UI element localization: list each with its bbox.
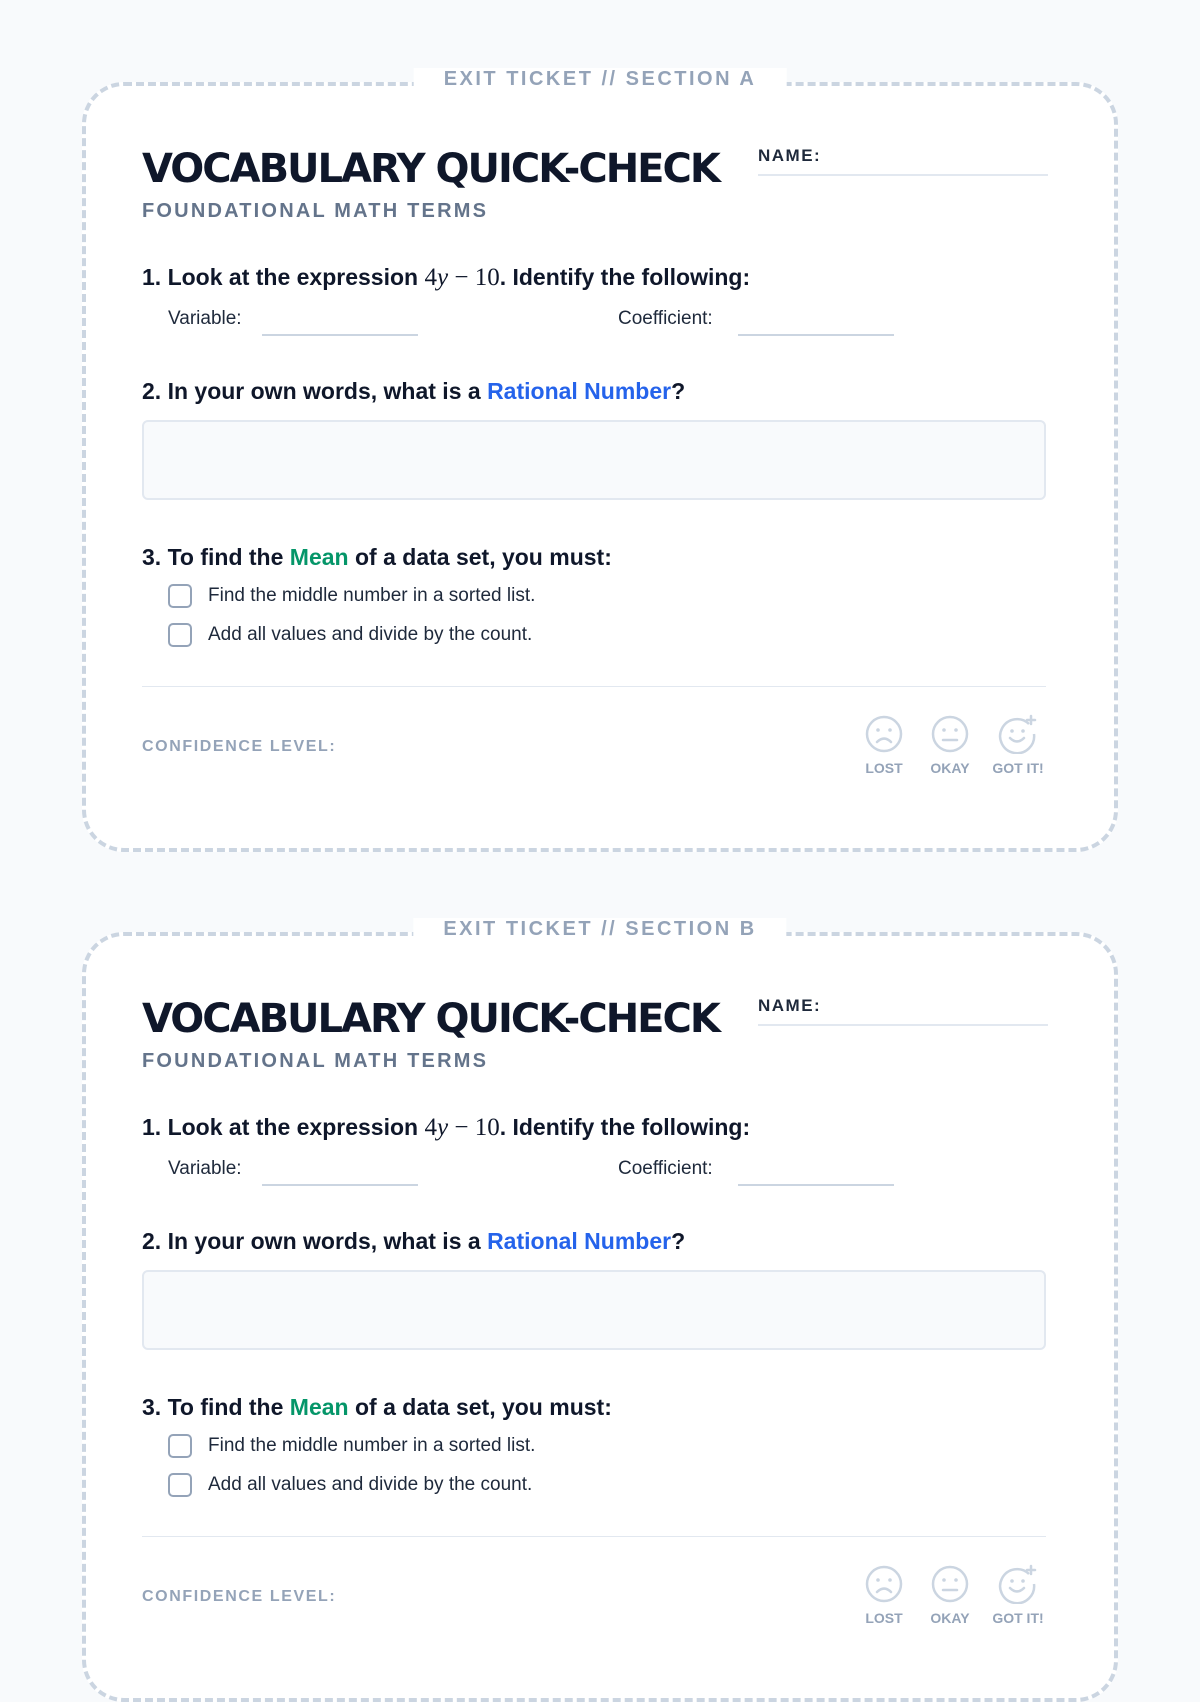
rational-number-answer-box[interactable] xyxy=(142,1270,1046,1350)
checkbox[interactable] xyxy=(168,1434,192,1458)
option-label: Add all values and divide by the count. xyxy=(208,1474,533,1495)
happy-face-plus-icon xyxy=(998,714,1038,754)
divider xyxy=(142,1536,1046,1537)
confidence-okay[interactable] xyxy=(920,1564,980,1626)
confidence-got-it[interactable] xyxy=(988,714,1048,776)
section-tag: EXIT TICKET // SECTION A xyxy=(414,68,787,91)
q3-term: Mean xyxy=(289,544,349,570)
ticket-title: VOCABULARY QUICK-CHECK xyxy=(142,996,719,1042)
name-label: NAME: xyxy=(758,146,822,165)
question-2 xyxy=(142,1228,685,1255)
q2-suffix: ? xyxy=(671,1228,686,1254)
face-label: OKAY xyxy=(930,1610,970,1626)
q3-suffix: of a data set, you must: xyxy=(348,544,612,570)
q3-prefix: 3. To find the xyxy=(142,544,290,570)
q3-suffix: of a data set, you must: xyxy=(348,1394,612,1420)
q1-suffix: . Identify the following: xyxy=(499,1114,751,1140)
option-label: Find the middle number in a sorted list. xyxy=(208,585,536,606)
q2-prefix: 2. In your own words, what is a xyxy=(142,378,488,404)
q1-prefix: 1. Look at the expression xyxy=(142,264,419,290)
q2-suffix: ? xyxy=(671,378,686,404)
q1-expression: 4y − 10 xyxy=(424,264,500,291)
q3-prefix: 3. To find the xyxy=(142,1394,290,1420)
neutral-face-icon xyxy=(930,1564,970,1604)
question-1 xyxy=(142,1114,750,1142)
ticket-subtitle: FOUNDATIONAL MATH TERMS xyxy=(142,200,489,222)
neutral-face-icon xyxy=(930,714,970,754)
divider xyxy=(142,686,1046,687)
checkbox[interactable] xyxy=(168,623,192,647)
confidence-lost[interactable] xyxy=(854,1564,914,1626)
variable-answer-line[interactable] xyxy=(262,334,418,336)
name-field[interactable] xyxy=(758,146,1048,176)
q1-prefix: 1. Look at the expression xyxy=(142,1114,419,1140)
checkbox[interactable] xyxy=(168,1473,192,1497)
happy-face-plus-icon xyxy=(998,1564,1038,1604)
option-label: Find the middle number in a sorted list. xyxy=(208,1435,536,1456)
face-label: OKAY xyxy=(930,760,970,776)
confidence-lost[interactable] xyxy=(854,714,914,776)
q3-term: Mean xyxy=(289,1394,349,1420)
coefficient-answer-line[interactable] xyxy=(738,1184,894,1186)
q2-term: Rational Number xyxy=(487,1228,672,1254)
variable-label: Variable: xyxy=(168,1158,242,1179)
q1-suffix: . Identify the following: xyxy=(499,264,751,290)
confidence-okay[interactable] xyxy=(920,714,980,776)
face-label: GOT IT! xyxy=(992,760,1044,776)
q1-expression: 4y − 10 xyxy=(424,1114,500,1141)
q2-prefix: 2. In your own words, what is a xyxy=(142,1228,488,1254)
exit-ticket-a xyxy=(82,68,1118,852)
sad-face-icon xyxy=(864,1564,904,1604)
face-label: LOST xyxy=(865,1610,903,1626)
coefficient-answer-line[interactable] xyxy=(738,334,894,336)
sad-face-icon xyxy=(864,714,904,754)
ticket-subtitle: FOUNDATIONAL MATH TERMS xyxy=(142,1050,489,1072)
question-2 xyxy=(142,378,685,405)
option-label: Add all values and divide by the count. xyxy=(208,624,533,645)
question-3 xyxy=(142,544,612,571)
variable-label: Variable: xyxy=(168,308,242,329)
confidence-got-it[interactable] xyxy=(988,1564,1048,1626)
variable-answer-line[interactable] xyxy=(262,1184,418,1186)
rational-number-answer-box[interactable] xyxy=(142,420,1046,500)
section-tag: EXIT TICKET // SECTION B xyxy=(413,918,786,941)
exit-ticket-b xyxy=(82,918,1118,1702)
name-label: NAME: xyxy=(758,996,822,1015)
question-1 xyxy=(142,264,750,292)
coefficient-label: Coefficient: xyxy=(618,1158,713,1179)
question-3 xyxy=(142,1394,612,1421)
checkbox[interactable] xyxy=(168,584,192,608)
face-label: LOST xyxy=(865,760,903,776)
confidence-label: CONFIDENCE LEVEL: xyxy=(142,1588,337,1605)
name-field[interactable] xyxy=(758,996,1048,1026)
ticket-title: VOCABULARY QUICK-CHECK xyxy=(142,146,719,192)
coefficient-label: Coefficient: xyxy=(618,308,713,329)
q2-term: Rational Number xyxy=(487,378,672,404)
face-label: GOT IT! xyxy=(992,1610,1044,1626)
confidence-label: CONFIDENCE LEVEL: xyxy=(142,738,337,755)
